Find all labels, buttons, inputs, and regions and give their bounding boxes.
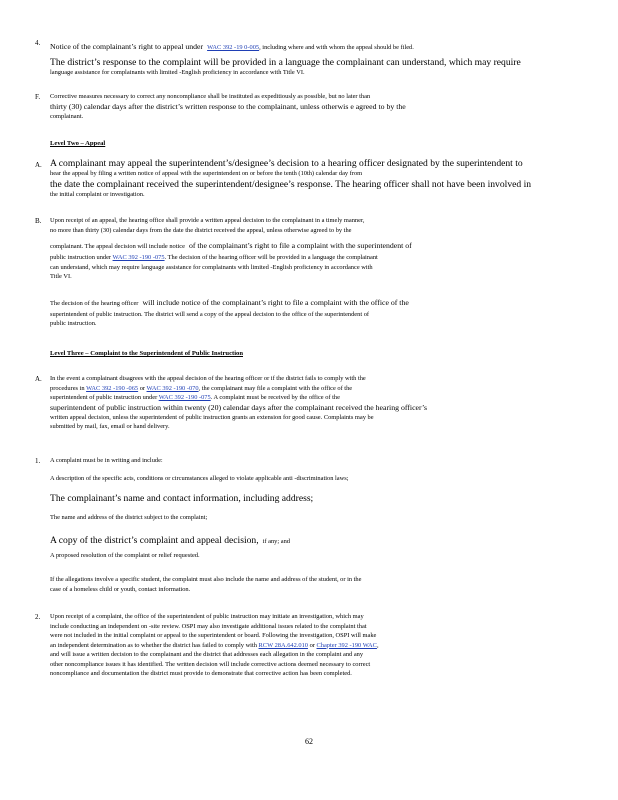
ospi-complaint-text: written appeal decision, unless the superintendent of public instruction grants an extension for good cause. Complaints may be (50, 413, 374, 421)
investigation-text: other noncompliance issues it has identified. The written decision will include corrective actions deemed necessary to correct (50, 660, 371, 668)
appeal-decision-text: Title VI. (50, 273, 72, 280)
wac-chapter-link[interactable]: Chapter 392 -190 WAC (316, 641, 377, 649)
appeal-decision-text: complainant. The appeal decision will include notice (50, 243, 185, 250)
requirement-item: The complainant’s name and contact information, including address; (50, 493, 314, 504)
language-assistance-text: language assistance for complainants with limited -English proficiency in accordance with Title VI. (50, 69, 305, 76)
appeal-decision-text: public instruction under (50, 254, 112, 261)
appeal-item (50, 158, 580, 199)
ospi-complaint-text: In the event a complainant disagrees with the appeal decision of the hearing officer or if the district fails to comply with the (50, 375, 366, 382)
requirement-item: The name and address of the district subject to the complaint; (50, 514, 208, 521)
level-two-heading: Level Two – Appeal (50, 140, 106, 147)
notice-item (50, 36, 580, 78)
appeal-text: the initial complaint or investigation. (50, 190, 145, 198)
investigation-text: Upon receipt of a complaint, the office of the superintendent of public instruction may initiate an investigation, which may (50, 613, 364, 620)
wac-link[interactable]: WAC 392 -190 -070 (146, 384, 199, 392)
page-number: 62 (305, 737, 313, 746)
appeal-decision-text: Upon receipt of an appeal, the hearing office shall provide a written appeal decision to the complainant in a timely manner, (50, 217, 365, 224)
ospi-complaint-text: . A complaint must be received by the office of the (210, 394, 340, 401)
requirement-item: A description of the specific acts, conditions or circumstances alleged to violate applicable anti -discrimination laws; (50, 475, 349, 482)
requirement-item: A proposed resolution of the complaint or relief requested. (50, 552, 200, 559)
appeal-decision-text: public instruction. (50, 320, 97, 327)
appeal-decision-text: superintendent of public instruction. The district will send a copy of the appeal decision to the office of the superintendent of (50, 310, 370, 318)
investigation-text: noncompliance and documentation the district must provide to demonstrate that corrective action has been completed. (50, 670, 352, 677)
appeal-decision-text: can understand, which may require language assistance for complainants with limited -English proficiency in accordance with (50, 263, 373, 271)
corrective-text: complainant. (50, 112, 84, 120)
notice-tail: , including where and with whom the appeal should be filed. (259, 44, 414, 51)
ospi-complaint-text: , the complainant may file a complaint with the office of the (198, 384, 353, 392)
ospi-complaint-text: procedures in (50, 384, 85, 392)
appeal-text: A complainant may appeal the superintendent’s/designee’s decision to a hearing officer designated by the superintendent to (50, 158, 523, 169)
wac-link[interactable]: WAC 392 -190 -075 (158, 394, 211, 401)
allegations-text: If the allegations involve a specific student, the complaint must also include the name and address of the student, or in the (50, 576, 362, 583)
investigation-item (50, 612, 580, 679)
item-marker: 4. (35, 39, 41, 47)
notice-text: Notice of the complainant’s right to appeal under (50, 42, 204, 51)
appeal-text: hear the appeal by filing a written notice of appeal with the superintendent on or before the tenth (10th) calendar day from (50, 170, 363, 177)
requirement-item (50, 530, 580, 548)
item-marker: F. (35, 93, 41, 101)
investigation-text: include conducting an independent on -site review. OSPI may also investigate additional issues related to the complaint that (50, 622, 367, 630)
appeal-decision-text: of the complainant’s right to file a complaint with the superintendent of (188, 241, 412, 250)
level-three-heading: Level Three – Complaint to the Superintendent of Public Instruction (50, 350, 243, 357)
rcw-link[interactable]: RCW 28A.642.010 (258, 641, 308, 649)
item-marker: 2. (35, 613, 41, 621)
corrective-text: thirty (30) calendar days after the district’s written response to the complainant, unless otherwis e agreed to by the (50, 101, 406, 111)
allegations-text: case of a homeless child or youth, contact information. (50, 585, 191, 593)
item-marker: 1. (35, 457, 41, 465)
ospi-complaint-text: submitted by mail, fax, email or hand delivery. (50, 423, 170, 430)
ospi-complaint-text: or (139, 384, 146, 392)
complaint-requirements: A complaint must be in writing and include: (50, 457, 163, 464)
language-text: The district’s response to the complaint will be provided in a language the complainant can understand, which may require (50, 57, 521, 68)
allegations-paragraph (50, 575, 580, 594)
corrective-text: Corrective measures necessary to correct any noncompliance shall be instituted as expeditiously as possible, but no later than (50, 93, 371, 100)
investigation-text: , (376, 641, 379, 649)
item-marker: A. (35, 375, 42, 383)
ospi-complaint-item (50, 374, 580, 432)
investigation-text: an independent determination as to whether the district has failed to comply with (50, 641, 257, 649)
wac-link[interactable]: WAC 392 -19 0-005 (207, 44, 260, 51)
requirement-text: if any; and (262, 538, 290, 545)
investigation-text: were not included in the initial complaint or appeal to the superintendent or board. Following the investigation, OSPI will make (50, 632, 377, 639)
investigation-text: and will issue a written decision to the complainant and the district that addresses each allegation in the complaint and any (50, 651, 364, 658)
ospi-complaint-text: superintendent of public instruction within twenty (20) calendar days after the complainant received the hearing officer’s (50, 402, 428, 412)
corrective-item (50, 92, 580, 121)
appeal-text: the date the complainant received the superintendent/designee’s response. The hearing officer shall not have been involved in (50, 178, 532, 190)
appeal-decision-text: . The decision of the hearing officer will be provided in a language the complainant (164, 254, 378, 261)
appeal-decision-text: The decision of the hearing officer (50, 299, 139, 307)
appeal-decision-text: will include notice of the complainant’s right to file a complaint with the office of the (142, 297, 409, 307)
item-marker: A. (35, 161, 42, 169)
wac-link[interactable]: WAC 392 -190 -075 (112, 254, 165, 261)
investigation-text: or (309, 641, 315, 649)
appeal-decision-text: no more than thirty (30) calendar days from the date the district received the appeal, unless otherwise agreed to by the (50, 226, 352, 234)
wac-link[interactable]: WAC 392 -190 -065 (86, 384, 139, 392)
item-marker: B. (35, 217, 42, 225)
ospi-complaint-text: superintendent of public instruction under (50, 394, 158, 401)
appeal-decision-item (50, 216, 580, 329)
requirement-text: A copy of the district’s complaint and appeal decision, (50, 535, 259, 546)
